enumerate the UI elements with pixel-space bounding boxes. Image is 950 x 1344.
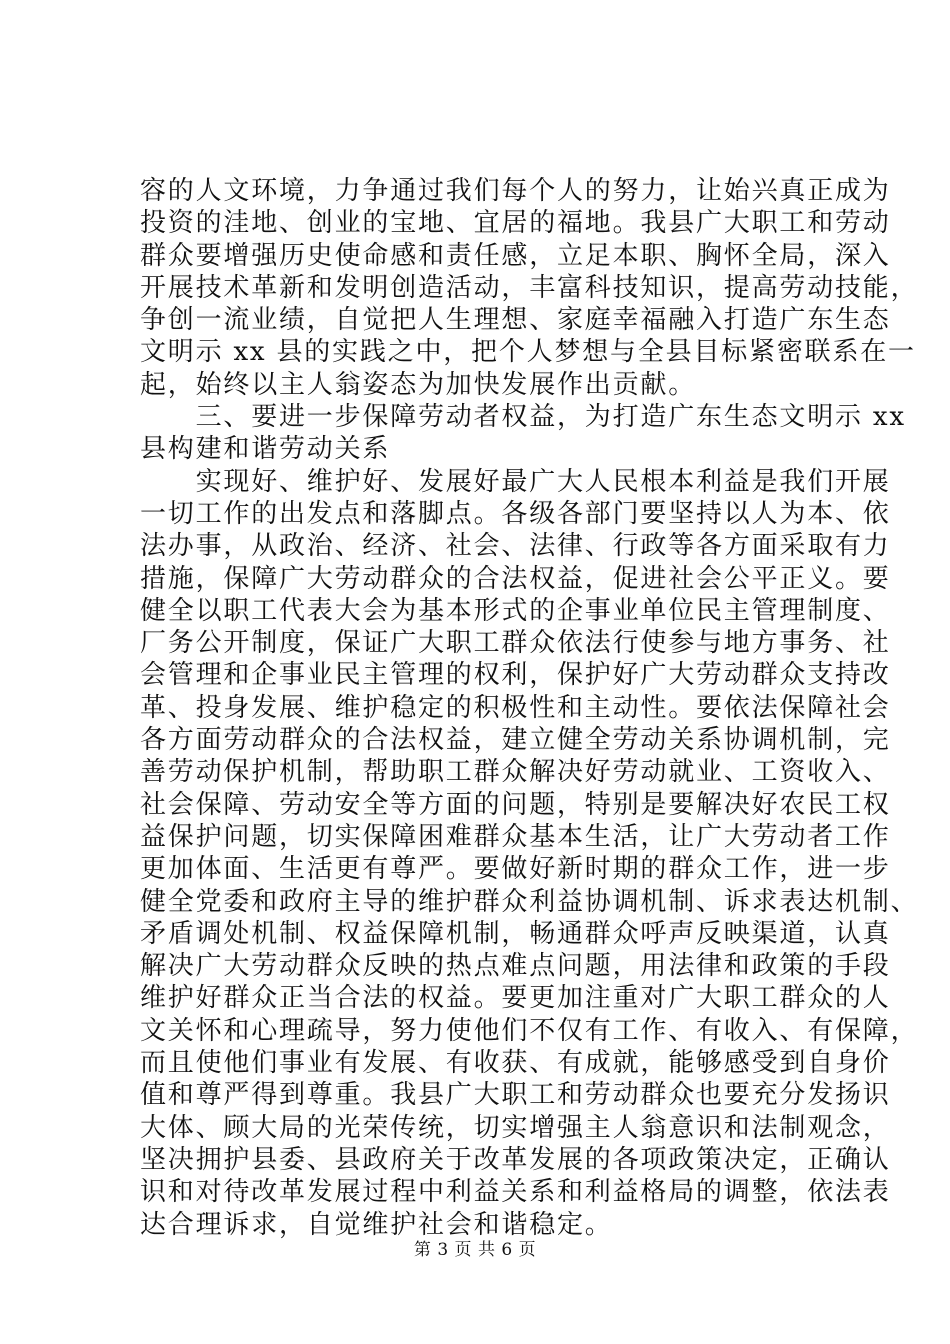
section-heading-line: 县构建和谐劳动关系 (140, 434, 391, 465)
text-line: 开展技术革新和发明创造活动，丰富科技知识，提高劳动技能， (140, 272, 919, 303)
text-line: 措施，保障广大劳动群众的合法权益，促进社会公平正义。要 (140, 563, 891, 594)
text-line: 益保护问题，切实保障困难群众基本生活，让广大劳动者工作 (140, 821, 891, 852)
text-line: 善劳动保护机制，帮助职工群众解决好劳动就业、工资收入、 (140, 757, 891, 788)
text-line: 起，始终以主人翁姿态为加快发展作出贡献。 (140, 369, 697, 400)
text-line: 争创一流业绩，自觉把人生理想、家庭幸福融入打造广东生态 (140, 305, 891, 336)
text-line: 投资的洼地、创业的宝地、宜居的福地。我县广大职工和劳动 (140, 208, 891, 239)
page-number-footer: 第 3 页 共 6 页 (413, 1240, 537, 1260)
text-line: 而且使他们事业有发展、有收获、有成就，能够感受到自身价 (140, 1048, 891, 1079)
text-line: 一切工作的出发点和落脚点。各级各部门要坚持以人为本、依 (140, 498, 891, 529)
text-line: 大体、顾大局的光荣传统，切实增强主人翁意识和法制观念， (140, 1112, 891, 1143)
text-line: 值和尊严得到尊重。我县广大职工和劳动群众也要充分发扬识 (140, 1080, 891, 1111)
text-line: 群众要增强历史使命感和责任感，立足本职、胸怀全局，深入 (140, 240, 891, 271)
text-line: 社会保障、劳动安全等方面的问题，特别是要解决好农民工权 (140, 789, 891, 820)
text-line: 更加体面、生活更有尊严。要做好新时期的群众工作，进一步 (140, 854, 891, 885)
text-line: 识和对待改革发展过程中利益关系和利益格局的调整，依法表 (140, 1177, 891, 1208)
text-line: 坚决拥护县委、县政府关于改革发展的各项政策决定，正确认 (140, 1144, 891, 1175)
text-line: 法办事，从政治、经济、社会、法律、行政等各方面采取有力 (140, 531, 891, 562)
text-line: 会管理和企事业民主管理的权利，保护好广大劳动群众支持改 (140, 660, 891, 691)
text-line: 容的人文环境，力争通过我们每个人的努力，让始兴真正成为 (140, 176, 891, 206)
text-line: 健全以职工代表大会为基本形式的企事业单位民主管理制度、 (140, 595, 891, 626)
text-line: 文明示 xx 县的实践之中，把个人梦想与全县目标紧密联系在一 (140, 337, 916, 368)
text-line: 实现好、维护好、发展好最广大人民根本利益是我们开展 (140, 466, 891, 497)
text-line: 解决广大劳动群众反映的热点难点问题，用法律和政策的手段 (140, 951, 891, 982)
text-line: 革、投身发展、维护稳定的积极性和主动性。要依法保障社会 (140, 692, 891, 723)
text-line: 厂务公开制度，保证广大职工群众依法行使参与地方事务、社 (140, 628, 891, 659)
text-line: 达合理诉求，自觉维护社会和谐稳定。 (140, 1209, 613, 1240)
text-line: 维护好群众正当合法的权益。要更加注重对广大职工群众的人 (140, 983, 891, 1014)
text-line: 文关怀和心理疏导，努力使他们不仅有工作、有收入、有保障， (140, 1015, 919, 1046)
text-line: 矛盾调处机制、权益保障机制，畅通群众呼声反映渠道，认真 (140, 918, 891, 949)
text-line: 各方面劳动群众的合法权益，建立健全劳动关系协调机制，完 (140, 725, 891, 756)
section-heading-line: 三、要进一步保障劳动者权益，为打造广东生态文明示 xx (140, 402, 906, 433)
text-line: 健全党委和政府主导的维护群众利益协调机制、诉求表达机制、 (140, 886, 919, 917)
document-body (140, 175, 919, 1241)
